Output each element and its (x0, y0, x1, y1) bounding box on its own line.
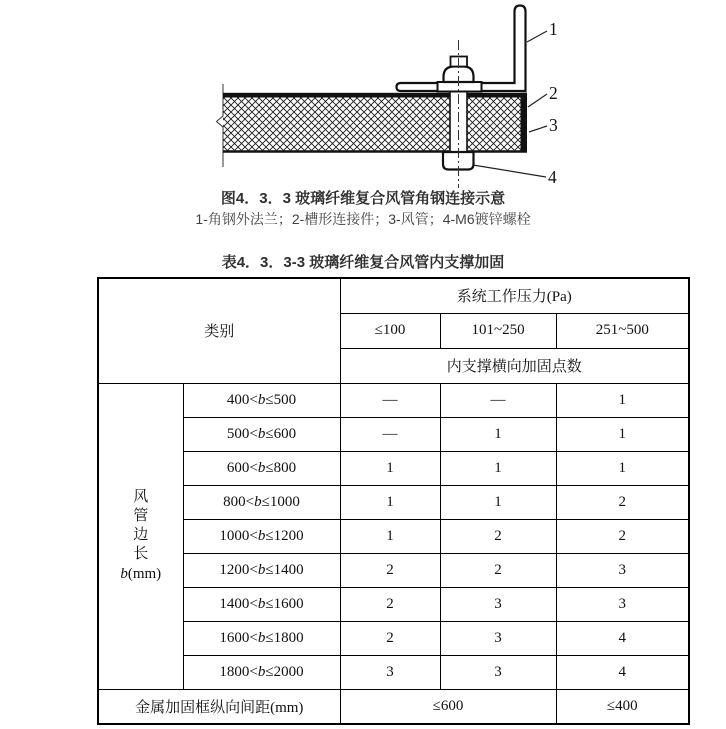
range-post: ≤1000 (261, 493, 300, 510)
table-row (98, 553, 689, 587)
figure-label-4: 4 (548, 167, 557, 187)
range-pre: 400< (226, 391, 258, 408)
range-post: ≤2000 (265, 663, 304, 680)
range-pre: 500< (226, 425, 258, 442)
leader-line-4 (473, 165, 546, 177)
leader-line-1 (527, 31, 547, 42)
range-var: b (257, 459, 266, 476)
value-cell: — (440, 383, 556, 417)
value-cell: 2 (556, 485, 689, 519)
range-var: b (257, 629, 266, 646)
size-range-cell (183, 553, 340, 587)
value-cell: 1 (340, 519, 440, 553)
figure-label-1: 1 (549, 19, 558, 39)
range-var: b (257, 663, 266, 680)
range-var: b (257, 425, 266, 442)
var-b: b (120, 566, 128, 582)
table-row (98, 655, 689, 689)
range-post: ≤1400 (265, 561, 304, 578)
leader-line-3 (529, 126, 547, 132)
value-cell: 3 (340, 655, 440, 689)
size-range-cell (183, 519, 340, 553)
figure-title: 图4．3．3 玻璃纤维复合风管角钢连接示意 (220, 190, 506, 207)
longitudinal-spacing-label-cell: 金属加固框纵向间距(mm) (98, 689, 340, 724)
leader-line-2 (528, 94, 547, 107)
value-cell: 3 (556, 553, 689, 587)
value-cell: 2 (340, 553, 440, 587)
duct-side-length-label (99, 488, 183, 584)
value-cell: 3 (440, 621, 556, 655)
vh-char: 风 (133, 489, 149, 505)
range-var: b (257, 595, 266, 612)
bolt-washer (438, 82, 482, 92)
size-range-cell (183, 655, 340, 689)
range-var: b (257, 391, 266, 408)
vh-char: 长 (133, 546, 149, 562)
spacing-value-cell: ≤600 (340, 689, 556, 724)
value-cell: 3 (440, 655, 556, 689)
range-var: b (257, 527, 266, 544)
table-row (98, 451, 689, 485)
range-pre: 1200< (219, 561, 258, 578)
value-cell: 2 (340, 621, 440, 655)
value-cell: 3 (556, 587, 689, 621)
range-pre: 800< (223, 493, 255, 510)
pressure-range-cell: 101~250 (440, 313, 556, 348)
range-post: ≤800 (265, 459, 297, 476)
header-row-1 (98, 278, 689, 313)
size-range-cell (183, 417, 340, 451)
range-pre: 1800< (219, 663, 258, 680)
value-cell: 3 (440, 587, 556, 621)
value-cell: 4 (556, 621, 689, 655)
figure-label-3: 3 (549, 115, 558, 135)
vh-char: 管 (133, 508, 149, 524)
value-cell: 1 (556, 383, 689, 417)
pressure-range-cell: ≤100 (340, 313, 440, 348)
footer-row (98, 689, 689, 724)
value-cell: 1 (440, 417, 556, 451)
duct-side-length-header-cell (98, 383, 183, 689)
pressure-range-cell: 251~500 (556, 313, 689, 348)
points-header-cell: 内支撑横向加固点数 (340, 348, 689, 383)
range-pre: 1600< (219, 629, 258, 646)
table-title: 表4．3．3-3 玻璃纤维复合风管内支撑加固 (221, 254, 505, 271)
figure-legend: 1-角钢外法兰；2-槽形连接件；3-风管；4-M6镀锌螺栓 (195, 211, 531, 227)
value-cell: 1 (340, 485, 440, 519)
duct-panel-hatch (223, 97, 527, 152)
range-post: ≤1600 (265, 595, 304, 612)
value-cell: 4 (556, 655, 689, 689)
vh-char: 边 (133, 527, 149, 543)
range-post: ≤1200 (265, 527, 304, 544)
range-var: b (257, 561, 266, 578)
range-post: ≤500 (265, 391, 297, 408)
range-pre: 1000< (219, 527, 258, 544)
pressure-header-cell: 系统工作压力(Pa) (340, 278, 689, 313)
value-cell: 1 (340, 451, 440, 485)
size-range-cell (183, 587, 340, 621)
range-var: b (254, 493, 262, 510)
spacing-value-cell: ≤400 (556, 689, 689, 724)
reinforcement-table (97, 277, 690, 725)
break-line (217, 84, 224, 167)
value-cell: 1 (440, 485, 556, 519)
channel-connector-top-bar (223, 93, 527, 98)
table-row (98, 383, 689, 417)
table-row (98, 587, 689, 621)
table-row (98, 621, 689, 655)
duct-angle-steel-connection-diagram (0, 0, 726, 192)
table-row (98, 519, 689, 553)
unit-mm: (mm) (127, 566, 162, 582)
vh-unit (99, 564, 183, 584)
value-cell: 2 (440, 519, 556, 553)
value-cell: — (340, 383, 440, 417)
range-pre: 600< (226, 459, 258, 476)
value-cell: — (340, 417, 440, 451)
category-header-cell: 类别 (98, 278, 340, 383)
range-post: ≤600 (265, 425, 297, 442)
value-cell: 2 (440, 553, 556, 587)
table-row (98, 417, 689, 451)
value-cell: 1 (556, 417, 689, 451)
value-cell: 1 (556, 451, 689, 485)
range-post: ≤1800 (265, 629, 304, 646)
size-range-cell (183, 383, 340, 417)
range-pre: 1400< (219, 595, 258, 612)
size-range-cell (183, 451, 340, 485)
table-row (98, 485, 689, 519)
value-cell: 2 (340, 587, 440, 621)
channel-connector-end-bar (521, 93, 528, 152)
value-cell: 1 (440, 451, 556, 485)
size-range-cell (183, 485, 340, 519)
value-cell: 2 (556, 519, 689, 553)
figure-label-2: 2 (549, 83, 558, 103)
size-range-cell (183, 621, 340, 655)
